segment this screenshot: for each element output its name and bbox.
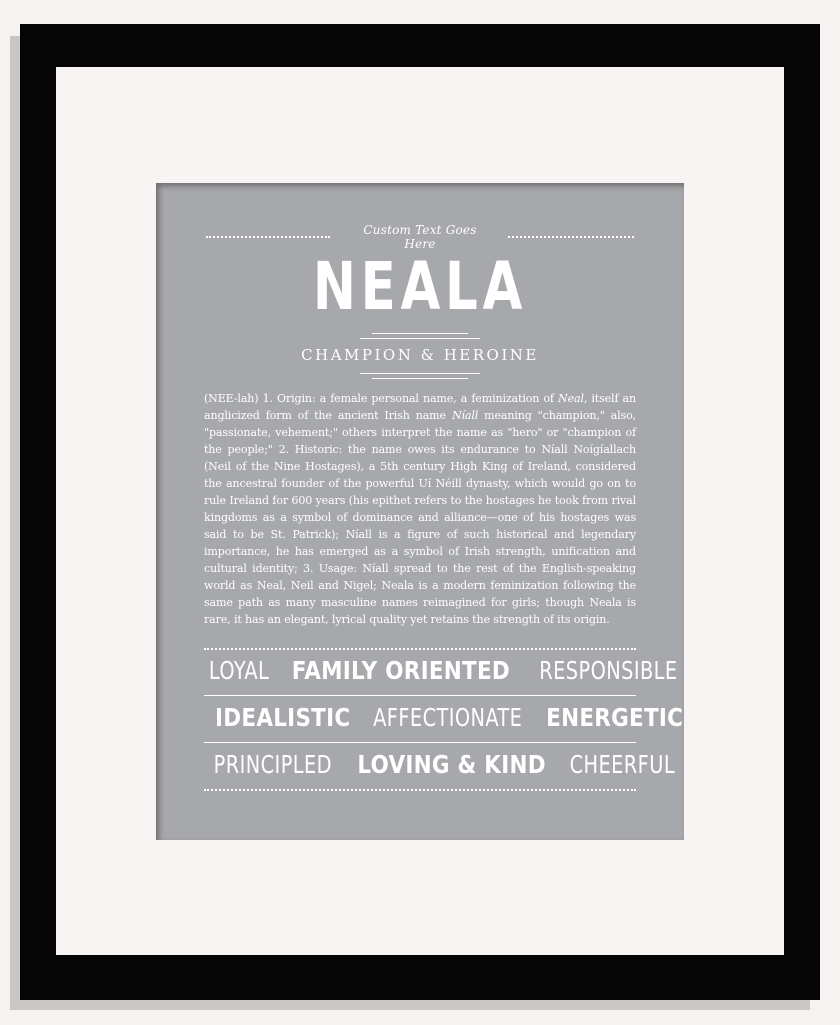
definition-text-1: (NEE-lah) 1. Origin: a female personal name, a feminization of [204,392,559,405]
traits-dots-top [204,648,636,650]
name-definition [204,390,636,628]
definition-niall: Níall [451,409,479,422]
trait: PRINCIPLED [213,750,332,779]
rule-lower-1 [360,373,480,374]
custom-tagline: Custom Text Goes Here [363,223,477,251]
definition-text-3: meaning "champion," also, "passionate, vehement;" others interpret the name as "hero" or "champion of the people;" 2. Historic: the name owes its endurance to Níall Noígíallach (Neil of the Nine Hostages), a 5th century High King of Ireland, considered the ancestral founder of the powerful Uí Néill dynasty, which would go on to rule Ireland for 600 years (his epithet refers to the hostages he took from rival kingdoms as a symbol of dominance and alliance—one of his hostages was said to be St. Patrick); Níall is a figure of such historical and legendary importance, he has emerged as a symbol of Irish strength, unification and cultural identity; 3. Usage: Níall spread to the rest of the English-speaking world as Neal, Neil and Nigel; Neala is a modern feminization following the same path as many masculine names reimagined for girls; though Neala is rare, it has an elegant, lyrical quality yet retains the strength of its origin. [204,409,637,626]
trait: ENERGETIC [546,703,684,732]
name-meaning: CHAMPION & HEROINE [301,346,539,364]
trait-row-1 [204,656,678,692]
name-title: NEALA [312,248,528,325]
definition-text-2: , itself an anglicized form of the ancient Irish name [204,392,636,422]
traits-divider-2 [204,742,636,743]
traits-dots-bottom [204,789,636,791]
trait: RESPONSIBLE [539,656,678,685]
trait: LOVING & KIND [356,750,546,779]
tagline-row [204,223,636,249]
tagline-dots-right [508,236,634,238]
trait-row-3 [204,750,675,786]
traits-divider-1 [204,695,636,696]
trait: FAMILY ORIENTED [291,656,511,685]
name-print [156,183,684,840]
tagline-dots-left [206,236,330,238]
rule-lower-2 [372,378,468,379]
rule-upper-2 [360,338,480,339]
trait-row-2 [204,703,684,739]
trait: IDEALISTIC [215,703,351,732]
trait: CHEERFUL [569,750,675,779]
definition-neal: Neal [558,392,584,405]
trait: LOYAL [208,656,270,685]
rule-upper-1 [372,333,468,334]
trait: AFFECTIONATE [373,703,523,732]
